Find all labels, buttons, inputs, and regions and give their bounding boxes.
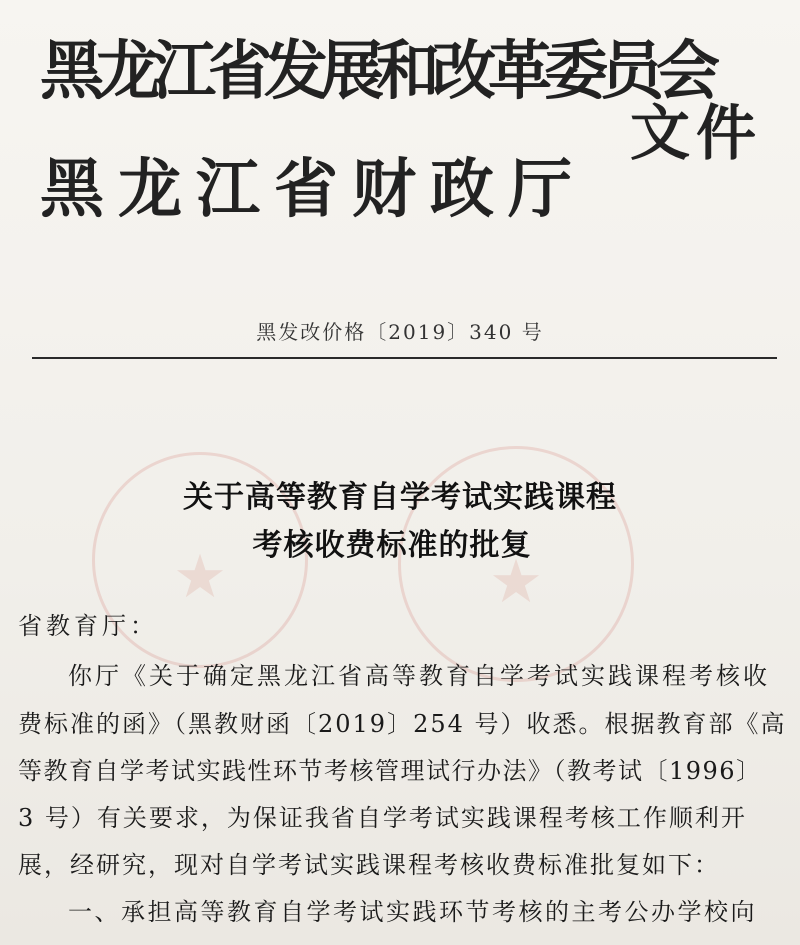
body-line: 费标准的函》（黑教财函〔2019〕254 号）收悉。根据教育部《高 <box>18 710 787 738</box>
body-line: 3 号）有关要求，为保证我省自学考试实践课程考核工作顺利开 <box>18 804 747 832</box>
body-line: 等教育自学考试实践性环节考核管理试行办法》（教考试〔1996〕 <box>18 757 762 785</box>
body-line: 你厅《关于确定黑龙江省高等教育自学考试实践课程考核收 <box>68 662 770 690</box>
document-number: 黑发改价格〔2019〕340 号 <box>256 320 544 344</box>
issuer-name-finance: 黑龙江省财政厅 <box>40 153 586 227</box>
issuer-name-ndrc: 黑龙江省发展和改革委员会 <box>40 35 712 109</box>
document-title-line-1: 关于高等教育自学考试实践课程 <box>183 480 617 515</box>
star-icon: ★ <box>489 547 543 618</box>
salutation: 省教育厅： <box>18 612 158 640</box>
document-title-line-2: 考核收费标准的批复 <box>252 528 532 563</box>
star-icon: ★ <box>173 541 227 612</box>
body-line: 一、承担高等教育自学考试实践环节考核的主考公办学校向 <box>68 898 757 926</box>
document-type-label: 文件 <box>630 99 762 169</box>
body-line: 展，经研究，现对自学考试实践课程考核收费标准批复如下： <box>18 851 720 879</box>
header-divider <box>32 357 777 359</box>
